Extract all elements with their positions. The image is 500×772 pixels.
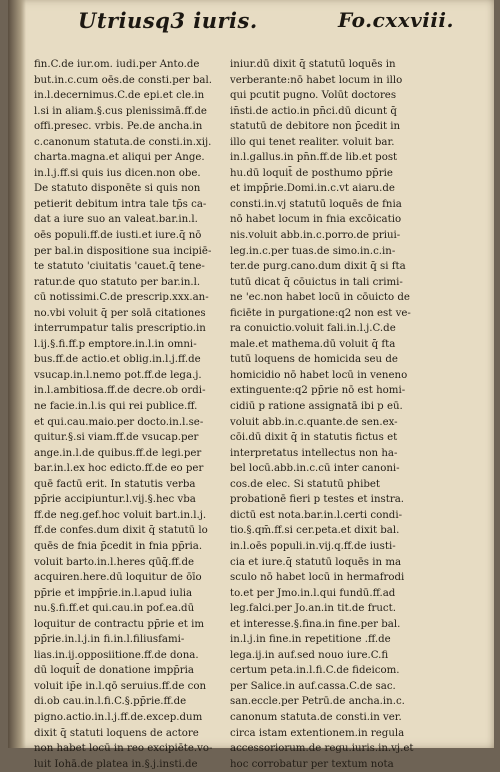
text-line: offi.presec. vrbis. Pe.de ancha.in [34, 121, 203, 133]
text-line: cidiū p ratione assignatā ibi p eū. [230, 401, 403, 413]
text-line: per bal.in dispositione sua incipiē- [34, 245, 212, 257]
text-line: vsucap.in.l.nemo pot.ff.de lega.j. [34, 369, 202, 381]
text-line: petierit debitum intra tale tp̄s ca- [34, 198, 207, 210]
text-line: acquiren.here.dū loquitur de ōīo [34, 572, 202, 584]
text-line: per Salice.in auf.cassa.C.de sac. [230, 680, 396, 692]
text-line: no.vbi voluit q̄ per solā citationes [34, 307, 206, 319]
text-line: loquitur de contractu pp̄rie et im [34, 618, 205, 630]
text-line: dictū est nota.bar.in.l.certi condi- [230, 509, 403, 521]
text-line: cōi.dū dixit q̄ in statutis fictus et [230, 432, 398, 444]
text-line: in.l.ambitiosa.ff.de decre.ob ordi- [34, 385, 206, 397]
text-line: non habet locū in reo excipiēte.vo- [34, 743, 213, 755]
text-line: voluit barto.in.l.heres qūq̄.ff.de [34, 556, 195, 568]
text-line: hoc corrobatur per textum nota [230, 758, 394, 770]
text-line: to.et per Jmo.in.l.qui fundū.ff.ad [230, 587, 396, 599]
text-line: lias.in.ij.opposiitione.ff.de dona. [34, 649, 199, 661]
text-line: hu.dū loquit̄ de posthumo pp̄rie [230, 167, 393, 179]
text-line: circa istam extentionem.in regula [230, 727, 405, 739]
text-line: De statuto disponēte si quis non [34, 183, 201, 195]
running-title: Utriusq3 iuris. [78, 8, 258, 33]
text-line: extinguente:q2 pp̄rie nō est homi- [230, 385, 406, 397]
page-gutter [8, 0, 26, 748]
text-line: nō habet locum in fnia excōicatio [230, 214, 402, 226]
text-line: c.canonum statuta.de consti.in.xij. [34, 136, 212, 148]
text-line: luit Iohā.de platea in.§.j.insti.de [34, 758, 198, 770]
folio-number: Fo.cxxviii. [338, 8, 454, 32]
text-line: pigno.actio.in.l.j.ff.de.excep.dum [34, 711, 203, 723]
text-line: qui pcutit pugno. Volūt doctores [230, 90, 397, 102]
text-line: pp̄rie et impp̄rie.in.l.apud iulia [34, 587, 193, 599]
text-line: cū notissimi.C.de prescrip.xxx.an- [34, 292, 209, 304]
text-line: ficiēte in purgatione:q2 non est ve- [230, 307, 411, 319]
text-column-right [230, 57, 442, 772]
text-line: verberante:nō habet locum in illo [230, 74, 403, 86]
text-line: et impp̄rie.Domi.in.c.vt aiaru.de [230, 183, 395, 195]
text-line: cia et iure.q̄ statutū loquēs in ma [230, 556, 402, 568]
text-line: tutū loquens de homicida seu de [230, 354, 398, 366]
text-line: in.l.j.in fine.in repetitione .ff.de [230, 634, 391, 646]
text-line: et interesse.§.fina.in fine.per bal. [230, 618, 401, 630]
text-line: voluit ip̄e in.l.qō seruius.ff.de con [34, 680, 207, 692]
text-line: lega.ij.in auf.sed nouo iure.C.fi [230, 649, 389, 661]
text-line: illo qui tenet realiter. voluit bar. [230, 136, 395, 148]
text-line: homicidio nō habet locū in veneno [230, 369, 408, 381]
text-line: voluit abb.in.c.quante.de sen.ex- [230, 416, 398, 428]
text-line: charta.magna.et aliqui per Ange. [34, 152, 205, 164]
text-line: ra conuictio.voluit fali.in.l.j.C.de [230, 323, 396, 335]
text-line: male.et mathema.dū voluit q̄ fta [230, 338, 396, 350]
text-line: ratur.de quo statuto per bar.in.l. [34, 276, 201, 288]
text-line: bus.ff.de actio.et oblig.in.l.j.ff.de [34, 354, 201, 366]
text-line: quēs de fnia p̄cedit in fnia pp̄ria. [34, 540, 203, 552]
text-line: ff.de confes.dum dixit q̄ statutū lo [34, 525, 208, 537]
text-line: fin.C.de iur.om. iudi.per Anto.de [34, 59, 200, 70]
text-line: l.si in aliam.§.cus plenissimā.ff.de [34, 105, 207, 117]
text-line: quē factū erit. In statutis verba [34, 478, 196, 490]
text-line: ange.in.l.de quibus.ff.de legi.per [34, 447, 202, 459]
text-line: ter.de purg.cano.dum dixit q̄ si fta [230, 261, 406, 273]
text-line: et qui.cau.maio.per docto.in.l.se- [34, 416, 204, 428]
text-line: dū loquit̄ de donatione impp̄ria [34, 665, 194, 677]
text-line: te statuto 'ciuitatis 'cauet.q̄ tene- [34, 261, 205, 273]
text-line: bel locū.abb.in.c.cū inter canoni- [230, 463, 400, 475]
text-line: canonum statuta.de consti.in ver. [230, 711, 402, 723]
text-line: sculo nō habet locū in hermafrodi [230, 572, 405, 584]
text-line: but.in.c.cum oēs.de consti.per bal. [34, 74, 212, 86]
text-line: nis.voluit abb.in.c.porro.de priui- [230, 230, 401, 242]
text-line: ne facie.in.l.is qui rei publice.ff. [34, 401, 198, 413]
text-line: di.ob cau.in.l.fi.C.§.pp̄rie.ff.de [34, 696, 187, 708]
text-line: certum peta.in.l.fi.C.de fideicom. [230, 665, 400, 677]
text-line: dat a iure suo an valeat.bar.in.l. [34, 214, 198, 226]
text-line: pp̄rie.in.l.j.in fi.in.l.filiusfami- [34, 634, 185, 646]
page-header [78, 8, 454, 40]
text-line: probationē fieri p testes et instra. [230, 494, 405, 506]
text-line: dixit q̄ statuti loquens de actore [34, 727, 199, 739]
text-line: in̄sti.de actio.in pn̄ci.dū dicunt q̄ [230, 105, 397, 117]
text-line: tutū dicat q̄ cōuictus in tali crimi- [230, 276, 403, 288]
text-line: tio.§.qm̄.ff.si cer.peta.et dixit bal. [230, 525, 400, 537]
text-column-left [34, 57, 236, 772]
text-line: leg.falci.per Jo.an.in tit.de fruct. [230, 603, 396, 615]
text-line: san.eccle.per Petrū.de ancha.in.c. [230, 696, 405, 708]
text-line: in.l.j.ff.si quis ius dicen.non obe. [34, 167, 201, 179]
text-line: in.l.gallus.in pn̄n.ff.de lib.et post [230, 152, 398, 164]
text-line: quitur.§.si viam.ff.de vsucap.per [34, 432, 199, 444]
text-line: in.l.decernimus.C.de epi.et cle.in [34, 90, 205, 102]
text-line: ne 'ec.non habet locū in cōuicto de [230, 292, 410, 304]
text-line: ff.de neg.gef.hoc voluit bart.in.l.j. [34, 509, 207, 521]
text-line: pp̄rie accipiuntur.l.vij.§.hec vba [34, 494, 196, 506]
text-line: l.ij.§.fi.ff.p emptore.in.l.in omni- [34, 338, 197, 350]
text-line: oēs populi.ff.de iusti.et iure.q̄ nō [34, 230, 202, 242]
text-line: cos.de elec. Si statutū phibet [230, 478, 380, 490]
text-line: accessoriorum.de regu.iuris.in.vj.et [230, 743, 414, 755]
text-line: iniur.dū dixit q̄ statutū loquēs in [230, 59, 396, 70]
text-line: statutū de debitore non p̄cedit in [230, 121, 401, 133]
text-line: interpretatus intellectus non ha- [230, 447, 398, 459]
text-line: interrumpatur talis prescriptio.in [34, 323, 206, 335]
text-line: nu.§.fi.ff.et qui.cau.in pof.ea.dū [34, 603, 195, 615]
text-line: consti.in.vj statutū loquēs de fnia [230, 198, 402, 210]
book-page [8, 0, 494, 770]
text-line: bar.in.l.ex hoc edicto.ff.de eo per [34, 463, 204, 475]
text-line: in.l.oēs populi.in.vij.q.ff.de iusti- [230, 540, 396, 552]
text-line: leg.in.c.per tuas.de simo.in.c.in- [230, 245, 396, 257]
